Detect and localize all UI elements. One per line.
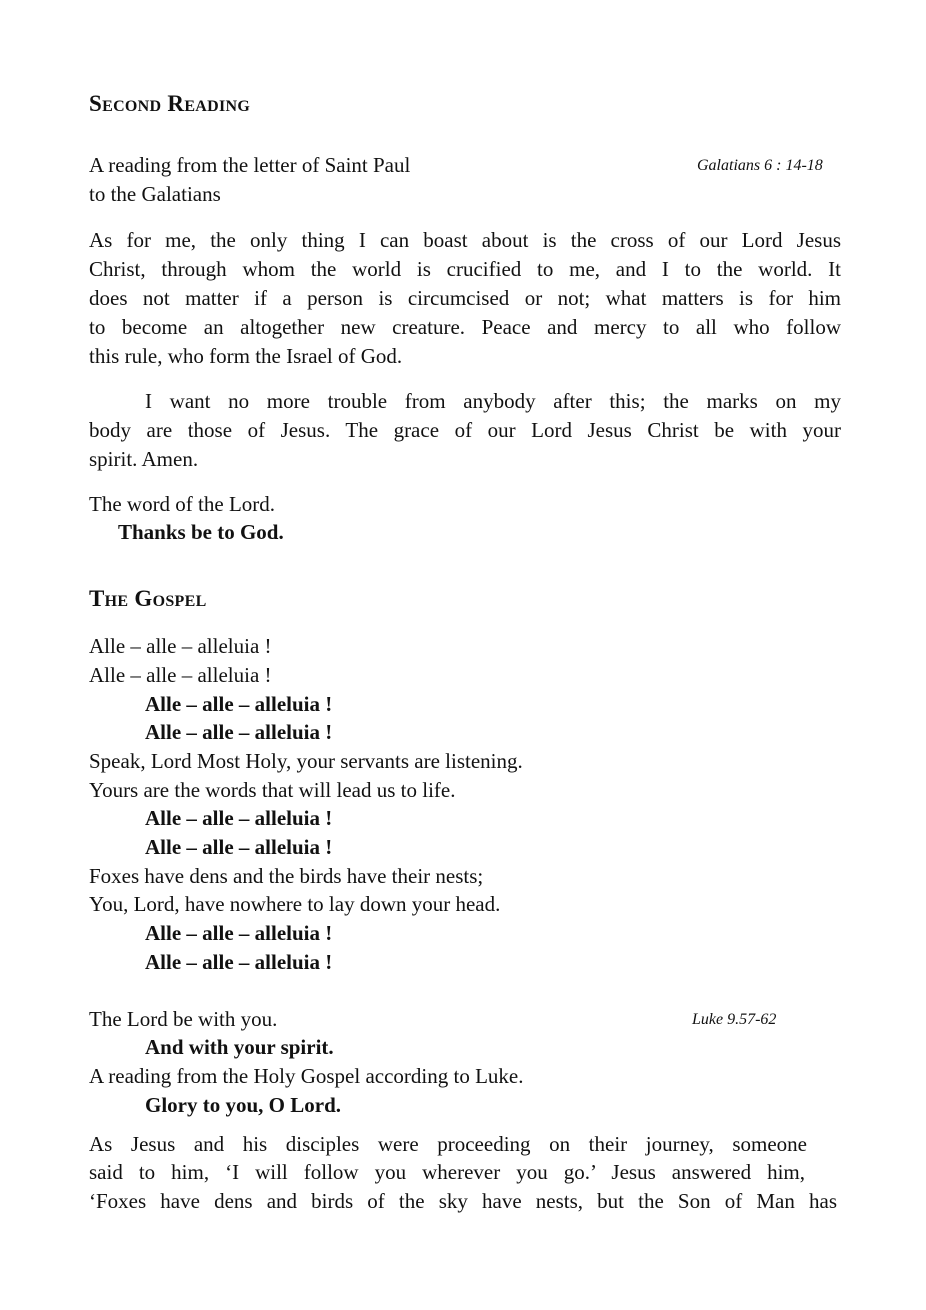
gospel-announcement: A reading from the Holy Gospel according to Luke.	[89, 1064, 524, 1088]
reading-p1-line-4: to become an altogether new creature. Peace and mercy to all who follow	[89, 315, 841, 339]
reading-p2-line-3: spirit. Amen.	[89, 447, 199, 471]
gospel-heading: The Gospel	[89, 586, 207, 611]
gospel-text-line-3: ‘Foxes have dens and birds of the sky have nests, but the Son of Man has	[89, 1189, 837, 1213]
acclamation-response-5: Alle – alle – alleluia !	[145, 921, 333, 945]
acclamation-verse2-line-2: You, Lord, have nowhere to lay down your head.	[89, 892, 501, 916]
gospel-greeting-response: And with your spirit.	[145, 1035, 334, 1059]
acclamation-response-3: Alle – alle – alleluia !	[145, 806, 333, 830]
gospel-text-line-1: As Jesus and his disciples were proceeding on their journey, someone	[89, 1132, 807, 1156]
acclamation-response-1: Alle – alle – alleluia !	[145, 692, 333, 716]
gospel-text-line-2: said to him, ‘I will follow you wherever you go.’ Jesus answered him,	[89, 1160, 805, 1184]
reading-p1-line-2: Christ, through whom the world is crucified to me, and I to the world. It	[89, 257, 841, 281]
acclamation-response-4: Alle – alle – alleluia !	[145, 835, 333, 859]
acclamation-cantor-1: Alle – alle – alleluia !	[89, 634, 272, 658]
acclamation-response-2: Alle – alle – alleluia !	[145, 720, 333, 744]
gospel-announcement-response: Glory to you, O Lord.	[145, 1093, 342, 1117]
gospel-reference: Luke 9.57-62	[692, 1011, 777, 1028]
acclamation-response-6: Alle – alle – alleluia !	[145, 950, 333, 974]
second-reading-heading: Second Reading	[89, 91, 251, 116]
reading-p2-line-2: body are those of Jesus. The grace of our Lord Jesus Christ be with your	[89, 418, 841, 442]
reading-intro-line-1: A reading from the letter of Saint Paul	[89, 153, 411, 177]
acclamation-verse2-line-1: Foxes have dens and the birds have their nests;	[89, 864, 484, 888]
reading-closing: The word of the Lord.	[89, 492, 276, 516]
reading-response: Thanks be to God.	[118, 520, 284, 544]
reading-reference: Galatians 6 : 14-18	[697, 157, 823, 174]
missalette-page	[89, 0, 841, 1310]
gospel-greeting: The Lord be with you.	[89, 1007, 278, 1031]
reading-p1-line-1: As for me, the only thing I can boast about is the cross of our Lord Jesus	[89, 228, 841, 252]
reading-intro-line-2: to the Galatians	[89, 182, 221, 206]
acclamation-verse1-line-2: Yours are the words that will lead us to life.	[89, 778, 456, 802]
reading-p1-line-3: does not matter if a person is circumcised or not; what matters is for him	[89, 286, 841, 310]
acclamation-cantor-2: Alle – alle – alleluia !	[89, 663, 272, 687]
acclamation-verse1-line-1: Speak, Lord Most Holy, your servants are listening.	[89, 749, 523, 773]
reading-p2-line-1: I want no more trouble from anybody after this; the marks on my	[145, 389, 841, 413]
reading-p1-line-5: this rule, who form the Israel of God.	[89, 344, 403, 368]
